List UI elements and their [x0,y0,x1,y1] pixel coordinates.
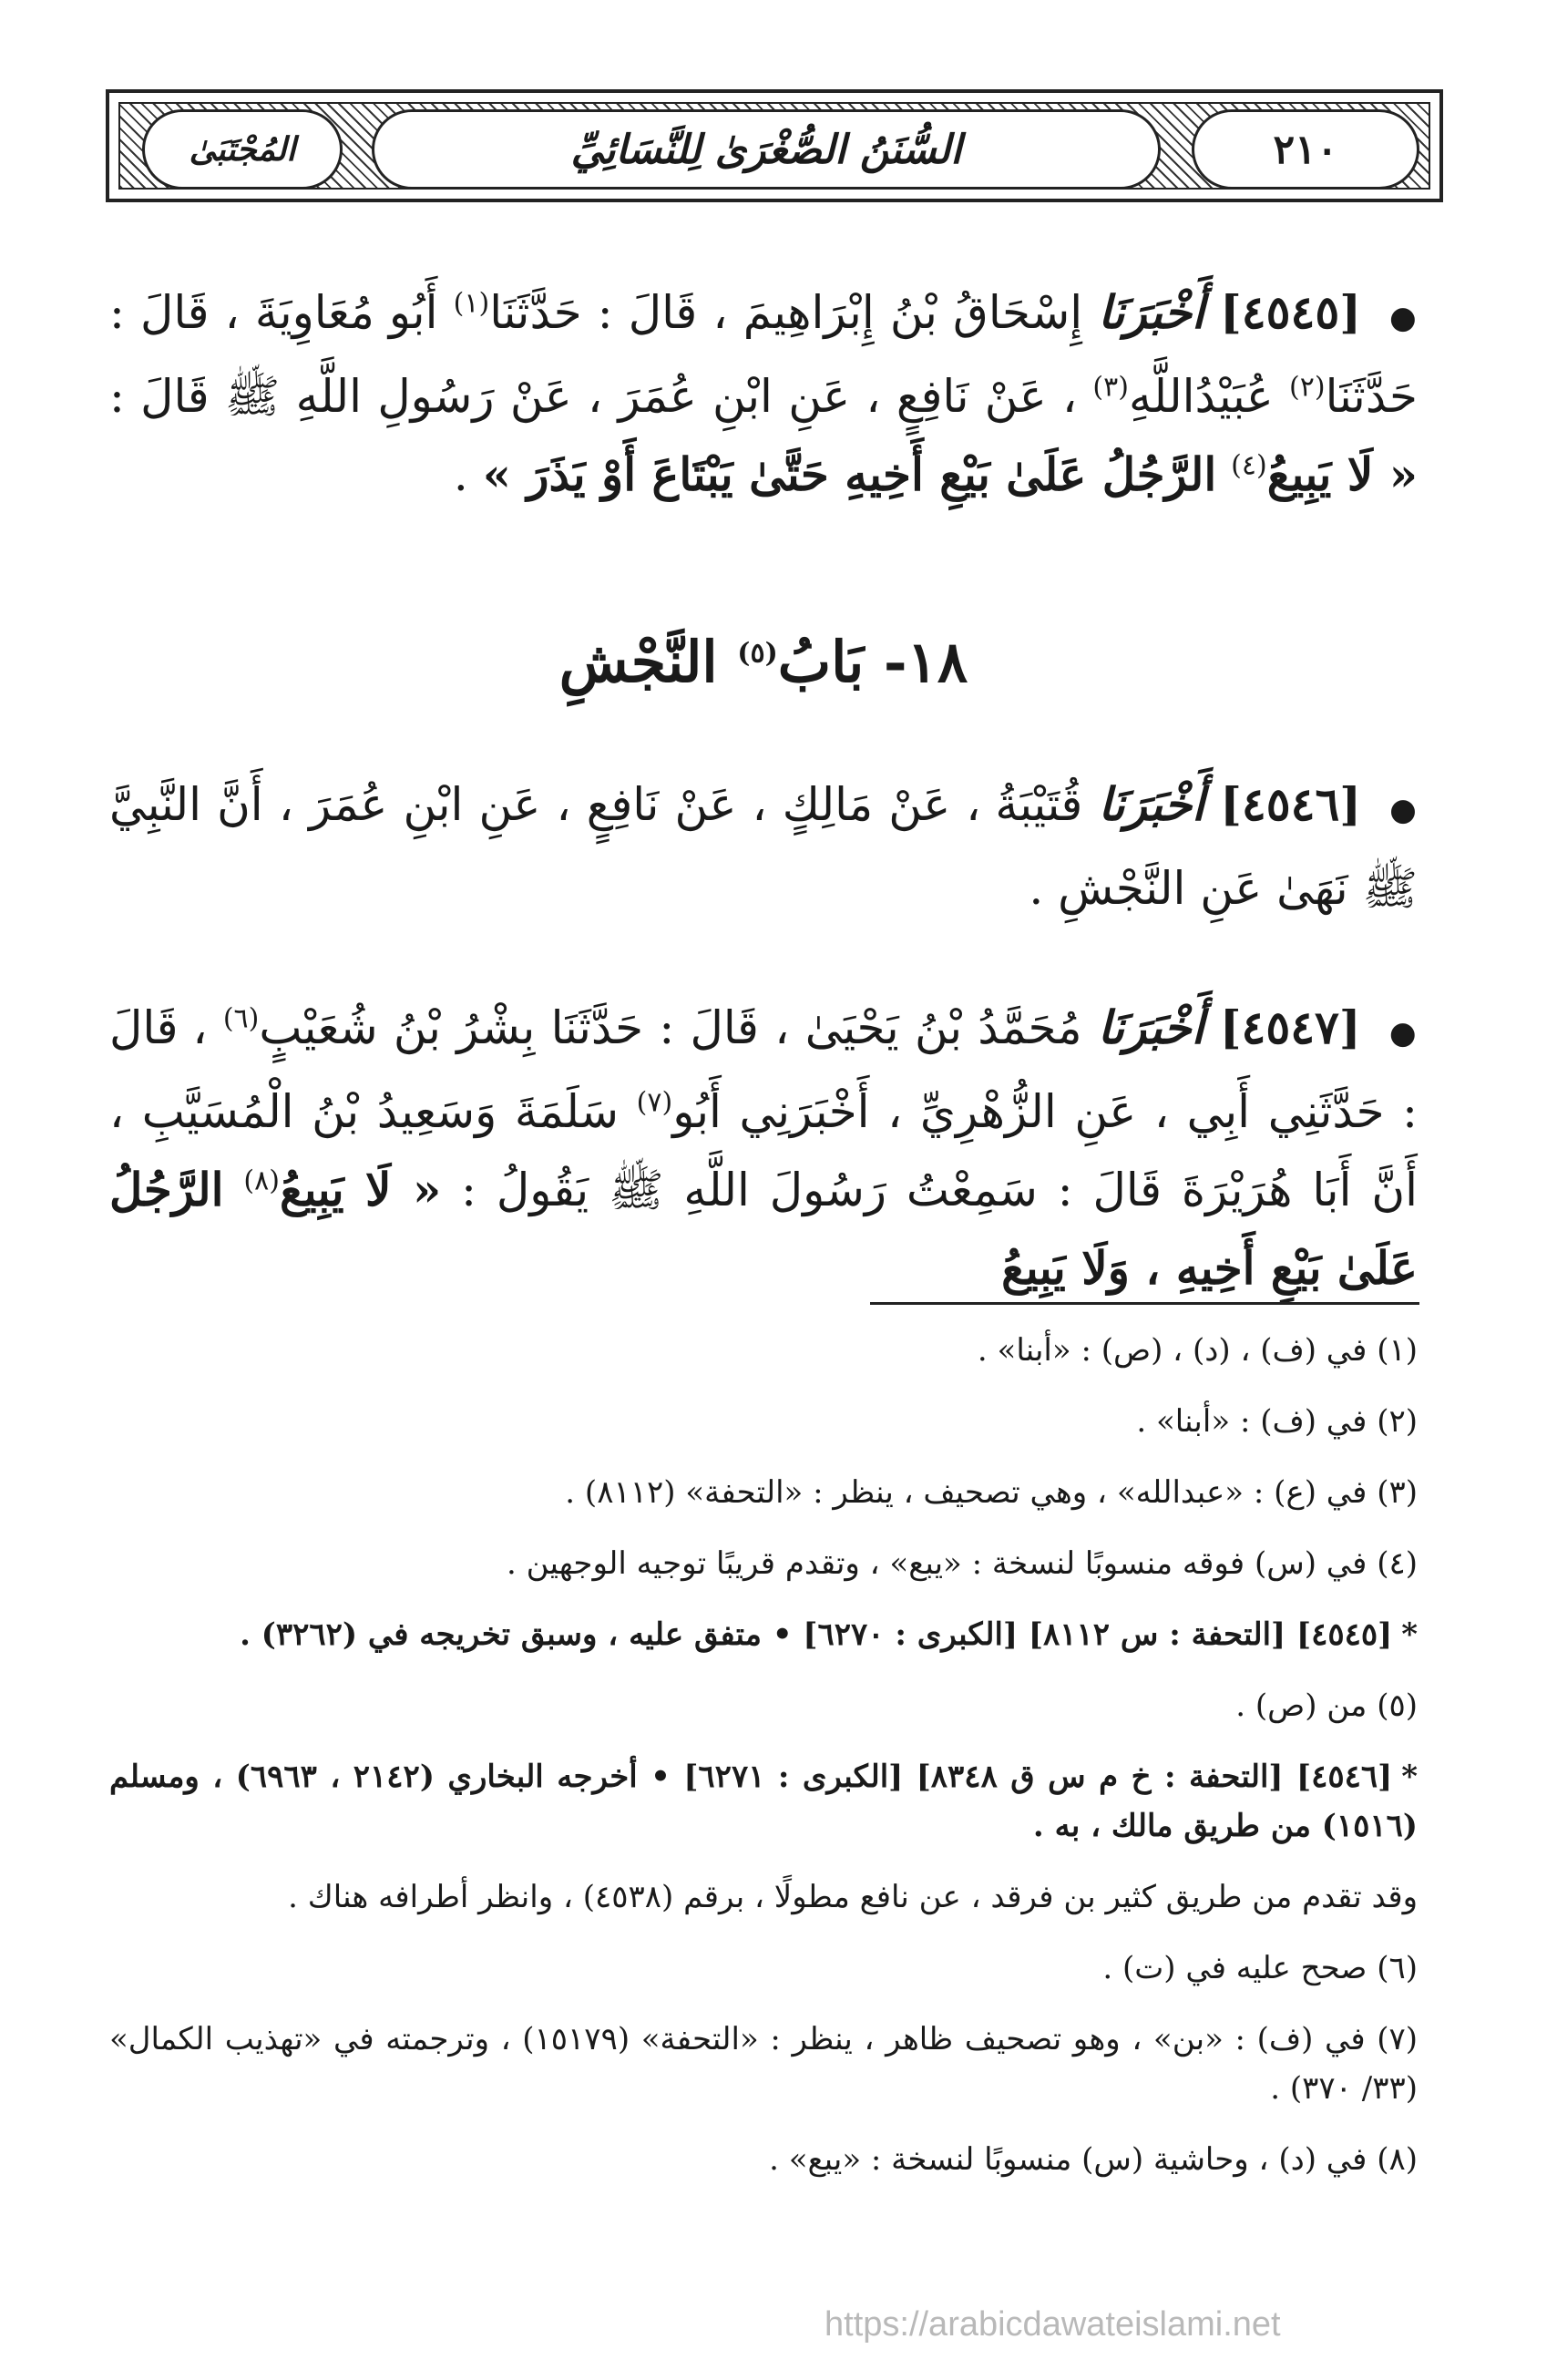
hadith-opening: أَخْبَرَنَا [1098,777,1205,831]
hadith-text: سَلَمَةَ وَسَعِيدُ بْنُ الْمُسَيَّبِ ، أَنَّ أَبَا هُرَيْرَةَ قَالَ : سَمِعْتُ رَسُولَ اللَّهِ ﷺ يَقُولُ : [109,1085,1418,1216]
footnotes [109,1326,1418,2206]
prophetic-quote: الرَّجُلُ عَلَىٰ بَيْعِ أَخِيهِ ، وَلَا يَبِيعُ [109,1163,1418,1295]
asterisk-icon: * [1401,1759,1418,1795]
bullet-icon: ● [1388,1015,1418,1052]
book-short-title: المُجْتَبَىٰ [189,130,296,169]
hadith-opening: أَخْبَرَنَا [1097,1000,1204,1054]
hadith-end: . [453,448,468,501]
takhrij-text: [٤٥٤٥] [التحفة : س ٨١١٢] [الكبرى : ٦٢٧٠] • متفق عليه ، وسبق تخريجه في (٣٢٦٢) . [240,1616,1393,1653]
chapter-label: ١٨- بَابُ [777,629,968,695]
hadith-text: قُتَيْبَةُ ، عَنْ مَالِكٍ ، عَنْ نَافِعٍ ، عَنِ ابْنِ عُمَرَ ، أَنَّ النَّبِيَّ ﷺ نَهَىٰ عَنِ النَّجْشِ . [109,778,1418,915]
header-ornament [118,102,1430,190]
bullet-icon: ● [1389,792,1418,828]
hadith-text: مُحَمَّدُ بْنُ يَحْيَىٰ ، قَالَ : حَدَّثَنَا بِشْرُ بْنُ شُعَيْبٍ [259,1001,1082,1054]
asterisk-icon: * [1401,1616,1418,1653]
footnote-ref: (٥) [737,637,778,670]
chapter-heading [109,629,1418,695]
footnote-ref: (٦) [222,1002,260,1035]
hadith-number: [٤٥٤٦] [1220,777,1361,831]
footnote-2: (٢) في (ف) : «أبنا» . [1136,1403,1418,1440]
book-title: السُّنَنُ الصُّغْرَىٰ لِلنَّسَائِيِّ [570,126,962,173]
footnote-ref: (٣) [1092,371,1129,404]
footnote-divider [870,1302,1419,1305]
takhrij-4546 [109,1752,1418,1851]
bullet-icon: ● [1389,300,1418,336]
footnote-1: (١) في (ف) ، (د) ، (ص) : «أبنا» . [977,1332,1418,1369]
footnote-5: (٥) من (ص) . [1235,1688,1418,1724]
footnote-ref: (٧) [636,1086,673,1119]
prophetic-quote: « لَا يَبِيعُ [279,1163,442,1216]
page-header [106,89,1443,202]
footnote-ref: (٨) [243,1164,280,1197]
hadith-number: [٤٥٤٧] [1219,1000,1361,1054]
hadith-4547 [109,989,1418,1308]
footnote-3: (٣) في (ع) : «عبدالله» ، وهي تصحيف ، ينظر : «التحفة» (٨١١٢) . [565,1474,1418,1511]
hadith-4546 [109,765,1418,928]
book-title-cartouche [372,109,1161,190]
hadith-text: عُبَيْدُاللَّهِ [1128,370,1274,423]
prophetic-quote: الرَّجُلُ عَلَىٰ بَيْعِ أَخِيهِ حَتَّىٰ يَبْتَاعَ أَوْ يَذَرَ » [482,447,1217,501]
footnote-4: (٤) في (س) فوقه منسوبًا لنسخة : «يبع» ، وتقدم قريبًا توجيه الوجهين . [507,1545,1418,1582]
footnote-6: (٦) صحح عليه في (ت) . [1102,1950,1418,1986]
chapter-title: النَّجْشِ [558,629,718,695]
hadith-number: [٤٥٤٥] [1220,285,1361,339]
takhrij-text: [٤٥٤٦] [التحفة : خ م س ق ٨٣٤٨] [الكبرى : ٦٢٧١] • أخرجه البخاري (٢١٤٢ ، ٦٩٦٣) ، ومسلم (١٥١٦) من طريق مالك ، به . [109,1759,1418,1844]
prophetic-quote: « لَا يَبِيعُ [1266,447,1418,501]
hadith-text: ، عَنْ نَافِعٍ ، عَنِ ابْنِ عُمَرَ ، عَنْ رَسُولِ اللَّهِ ﷺ قَالَ : [109,370,1078,423]
hadith-text: إِسْحَاقُ بْنُ إِبْرَاهِيمَ ، قَالَ : حَدَّثَنَا [489,286,1083,339]
hadith-text: ، قَالَ : حَدَّثَنِي أَبِي ، عَنِ الزُّهْرِيِّ ، أَخْبَرَنِي أَبُو [109,1001,1418,1138]
book-short-title-cartouche [142,109,343,190]
footnote-7: (٧) في (ف) : «بن» ، وهو تصحيف ظاهر ، ينظر : «التحفة» (١٥١٧٩) ، وترجمته في «تهذيب الكمال» (٣٣/ ٣٧٠) . [109,2021,1419,2107]
hadith-text: أَبُو مُعَاوِيَةَ ، قَالَ : حَدَّثَنَا [109,286,1418,423]
hadith-opening: أَخْبَرَنَا [1098,285,1204,339]
footnote-ref: (٤) [1231,449,1267,482]
footnote-ref: (٢) [1289,371,1326,404]
footnote-8: (٨) في (د) ، وحاشية (س) منسوبًا لنسخة : «يبع» . [769,2141,1418,2178]
hadith-4545 [109,273,1418,514]
footnote-ref: (١) [453,287,490,320]
takhrij-extra: وقد تقدم من طريق كثير بن فرقد ، عن نافع مطولًا ، برقم (٤٥٣٨) ، وانظر أطرافه هناك . [288,1879,1418,1915]
page-number-cartouche [1192,109,1419,190]
page-number: ٢١٠ [1273,126,1338,173]
watermark: https://arabicdawateislami.net [825,2305,1281,2344]
takhrij-4545 [109,1610,1418,1659]
